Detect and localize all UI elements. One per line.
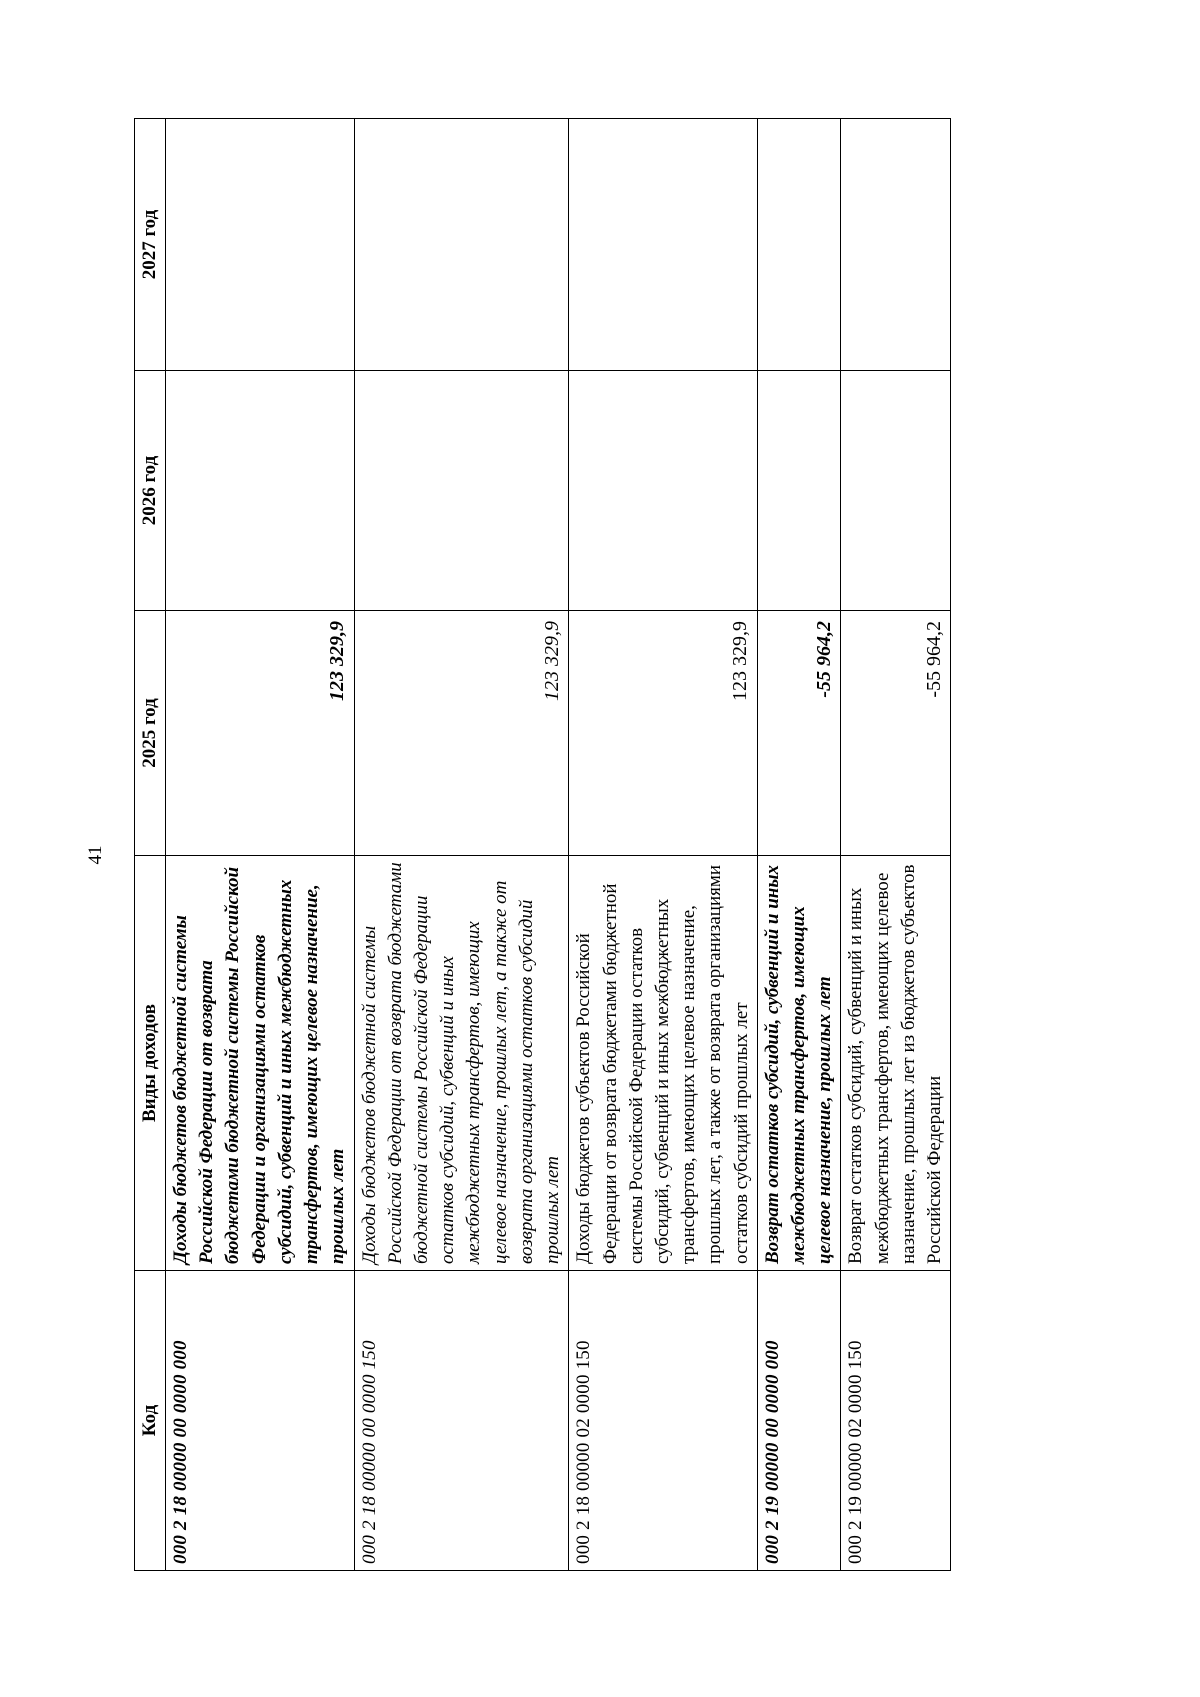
header-2027: 2027 год bbox=[135, 119, 166, 371]
row-code: 000 2 19 00000 02 0000 150 bbox=[841, 1271, 951, 1571]
row-value-2027 bbox=[166, 119, 355, 371]
row-value-2027 bbox=[354, 119, 569, 371]
row-value-2026 bbox=[166, 371, 355, 611]
row-value-2027 bbox=[569, 119, 758, 371]
row-description: Доходы бюджетов бюджетной системы Российской Федерации от возврата бюджетами бюджетной системы Российской Федерации и организациями остатков субсидий, субвенций и иных межбюджетных трансфертов, имеющих целевое назначение, прошлых лет bbox=[166, 856, 355, 1271]
page-number: 41 bbox=[85, 845, 106, 865]
row-description: Возврат остатков субсидий, субвенций и иных межбюджетных трансфертов, имеющих целевое назначение, прошлых лет bbox=[757, 856, 841, 1271]
header-2025: 2025 год bbox=[135, 611, 166, 856]
row-value-2025: 123 329,9 bbox=[166, 611, 355, 856]
row-value-2026 bbox=[354, 371, 569, 611]
table-header-row bbox=[135, 119, 166, 1571]
table-container bbox=[134, 119, 946, 1571]
row-value-2027 bbox=[757, 119, 841, 371]
row-description: Доходы бюджетов бюджетной системы Российской Федерации от возврата бюджетами бюджетной системы Российской Федерации остатков субсидий, субвенций и иных межбюджетных трансфертов, имеющих целевое назначение, прошлых лет, а также от возврата организациями остатков субсидий прошлых лет bbox=[354, 856, 569, 1271]
row-description: Возврат остатков субсидий, субвенций и иных межбюджетных трансфертов, имеющих целевое назначение, прошлых лет из бюджетов субъектов Российской Федерации bbox=[841, 856, 951, 1271]
table-row bbox=[757, 119, 841, 1571]
row-value-2026 bbox=[757, 371, 841, 611]
table-row bbox=[569, 119, 758, 1571]
table-row bbox=[841, 119, 951, 1571]
header-2026: 2026 год bbox=[135, 371, 166, 611]
row-value-2026 bbox=[841, 371, 951, 611]
row-value-2025: -55 964,2 bbox=[841, 611, 951, 856]
row-code: 000 2 18 00000 02 0000 150 bbox=[569, 1271, 758, 1571]
table-row bbox=[166, 119, 355, 1571]
row-value-2026 bbox=[569, 371, 758, 611]
header-code: Код bbox=[135, 1271, 166, 1571]
row-code: 000 2 19 00000 00 0000 000 bbox=[757, 1271, 841, 1571]
header-description: Виды доходов bbox=[135, 856, 166, 1271]
row-code: 000 2 18 00000 00 0000 150 bbox=[354, 1271, 569, 1571]
row-value-2025: 123 329,9 bbox=[354, 611, 569, 856]
row-value-2025: 123 329,9 bbox=[569, 611, 758, 856]
row-code: 000 2 18 00000 00 0000 000 bbox=[166, 1271, 355, 1571]
row-value-2025: -55 964,2 bbox=[757, 611, 841, 856]
revenue-table bbox=[134, 118, 951, 1571]
row-description: Доходы бюджетов субъектов Российской Федерации от возврата бюджетами бюджетной системы Российской Федерации остатков субсидий, субвенций и иных межбюджетных трансфертов, имеющих целевое назначение, прошлых лет, а также от возврата организациями остатков субсидий прошлых лет bbox=[569, 856, 758, 1271]
row-value-2027 bbox=[841, 119, 951, 371]
table-row bbox=[354, 119, 569, 1571]
